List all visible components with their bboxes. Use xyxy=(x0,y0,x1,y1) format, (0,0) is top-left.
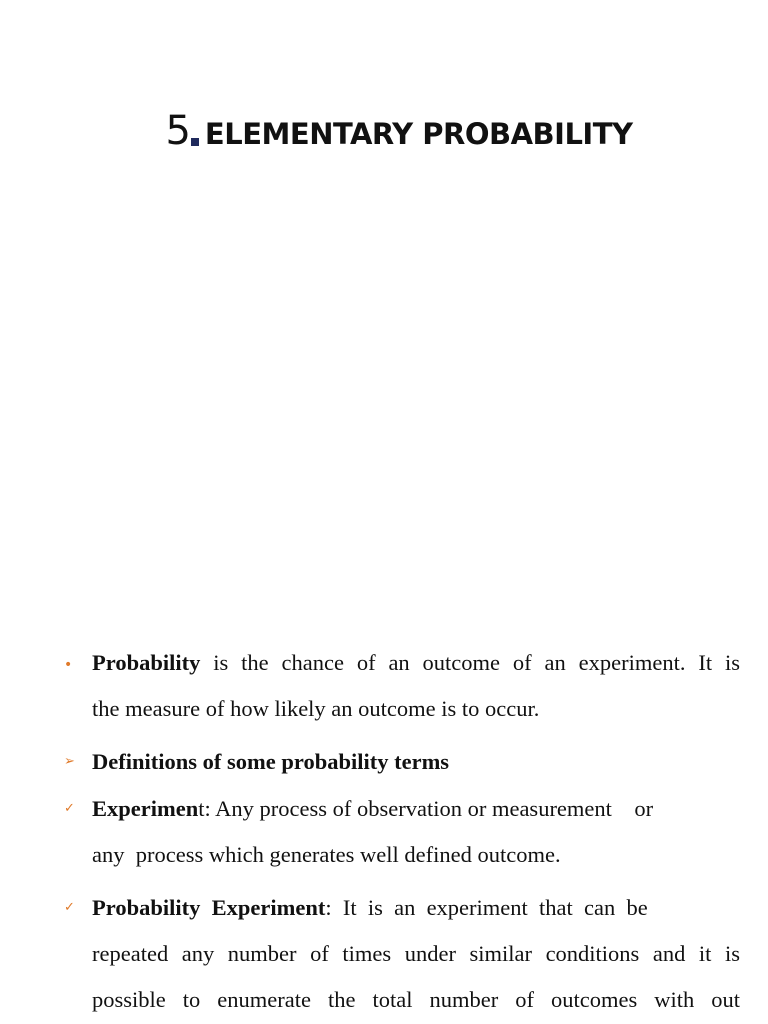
check-bullet-icon: ✓ xyxy=(64,900,75,915)
experiment-line-2: any process which generates well defined outcome. xyxy=(92,842,561,867)
probability-experiment-line-1 xyxy=(92,894,740,922)
definitions-heading xyxy=(92,748,740,776)
probability-line-1 xyxy=(92,649,740,677)
experiment-line-1 xyxy=(92,795,740,823)
arrow-bullet-icon: ➢ xyxy=(64,754,75,769)
probability-experiment-line-2: repeated any number of times under similar conditions and it is xyxy=(92,941,740,966)
experiment-term: Experimen xyxy=(92,796,199,821)
experiment-term-tail: t xyxy=(198,796,205,821)
probability-text-1: is the chance of an outcome of an experiment. It is xyxy=(200,650,740,675)
definitions-heading-text: Definitions of some probability terms xyxy=(92,749,450,774)
probability-term: Probability xyxy=(92,650,201,675)
experiment-text-1: : Any process of observation or measurement or xyxy=(204,796,654,821)
page-title xyxy=(0,108,768,154)
title-text: ELEMENTARY PROBABILITY xyxy=(204,117,633,151)
dot-bullet-icon: • xyxy=(64,657,73,673)
probability-experiment-line-3: possible to enumerate the total number of outcomes with out xyxy=(92,987,740,1012)
check-bullet-icon: ✓ xyxy=(64,801,75,816)
probability-line-2: the measure of how likely an outcome is to occur. xyxy=(92,696,540,721)
title-dot xyxy=(191,138,199,146)
title-number: 5 xyxy=(165,108,190,154)
probability-experiment-term: Probability Experiment xyxy=(92,895,326,920)
probability-experiment-text-1: : It is an experiment that can be xyxy=(325,895,648,920)
